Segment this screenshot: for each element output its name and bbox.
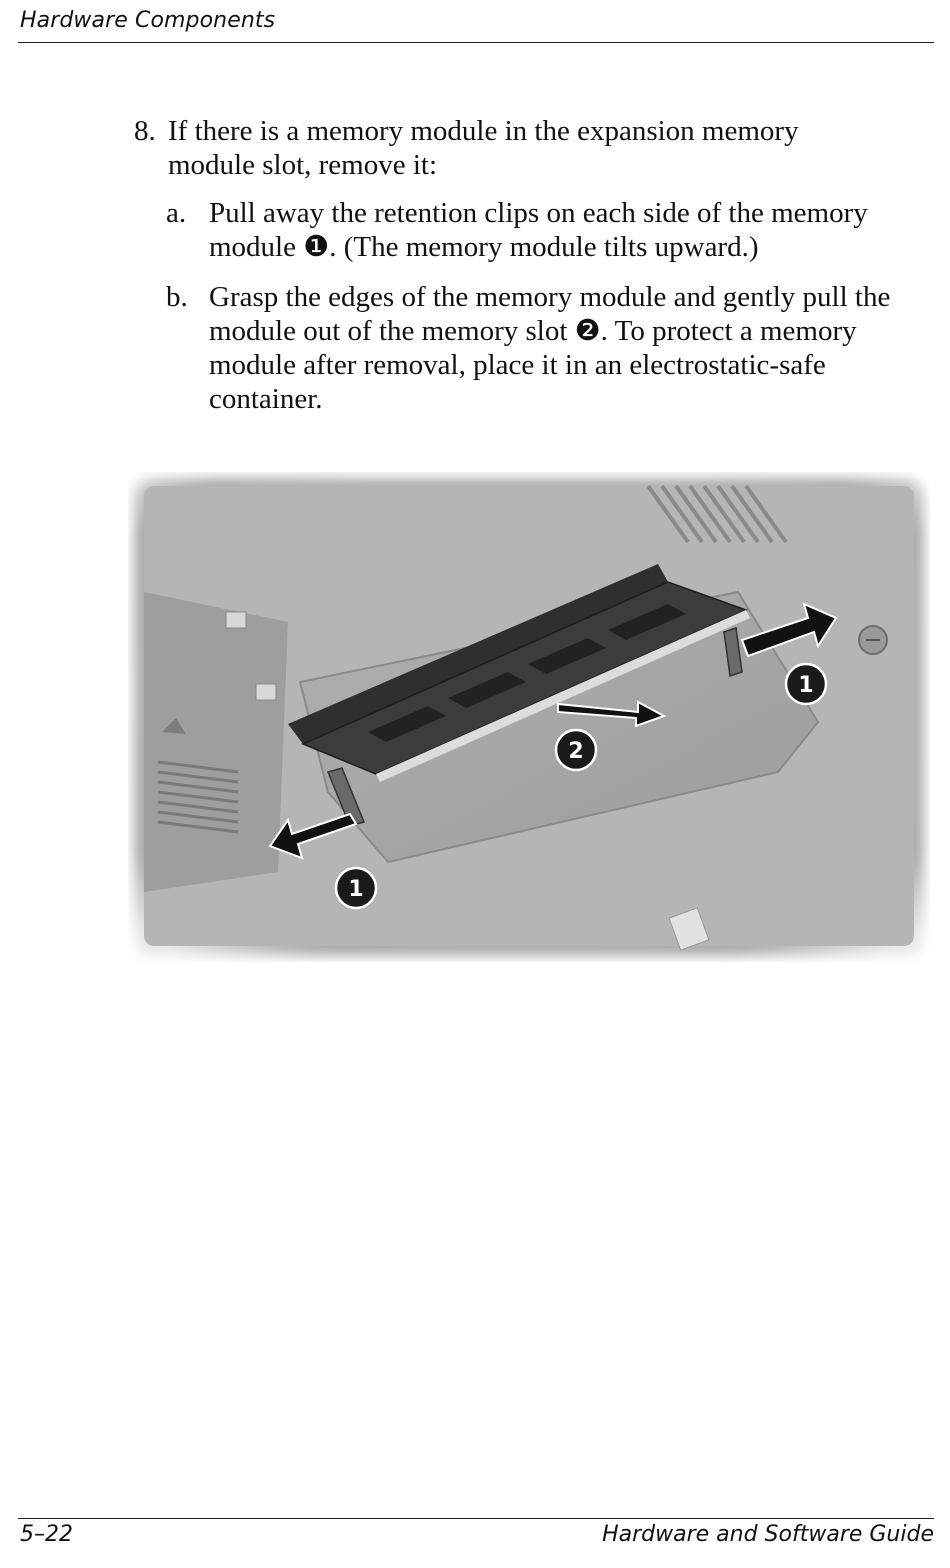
header-divider [18,42,934,43]
substep-text: Pull away the retention clips on each side of the memory module ❶. (The memory module tilts upward.) [209,197,868,263]
illustration-svg [128,472,930,962]
running-header: Hardware Components [20,8,276,33]
step-text: If there is a memory module in the expansion memory module slot, remove it: [168,115,799,181]
callout-2 [556,730,596,770]
svg-text:1: 1 [348,877,364,902]
memory-module-illustration [128,472,930,962]
substep-letter: b. [166,281,188,313]
callout-1-right [786,664,826,704]
substep-text: Grasp the edges of the memory module and gently pull the module out of the memory slot ❷. To protect a memory module after removal, place it in an electrostatic-safe container. [209,281,891,415]
step-number: 8. [134,115,156,147]
left-panel [144,592,288,892]
footer-divider [18,1518,934,1519]
latch-tab [256,684,276,700]
latch-tab [226,612,246,628]
svg-text:1: 1 [798,673,814,698]
svg-text:2: 2 [568,739,584,764]
guide-title: Hardware and Software Guide [602,1522,934,1547]
callout-1-left [336,868,376,908]
substep-letter: a. [166,197,187,229]
page-number: 5–22 [20,1522,73,1547]
